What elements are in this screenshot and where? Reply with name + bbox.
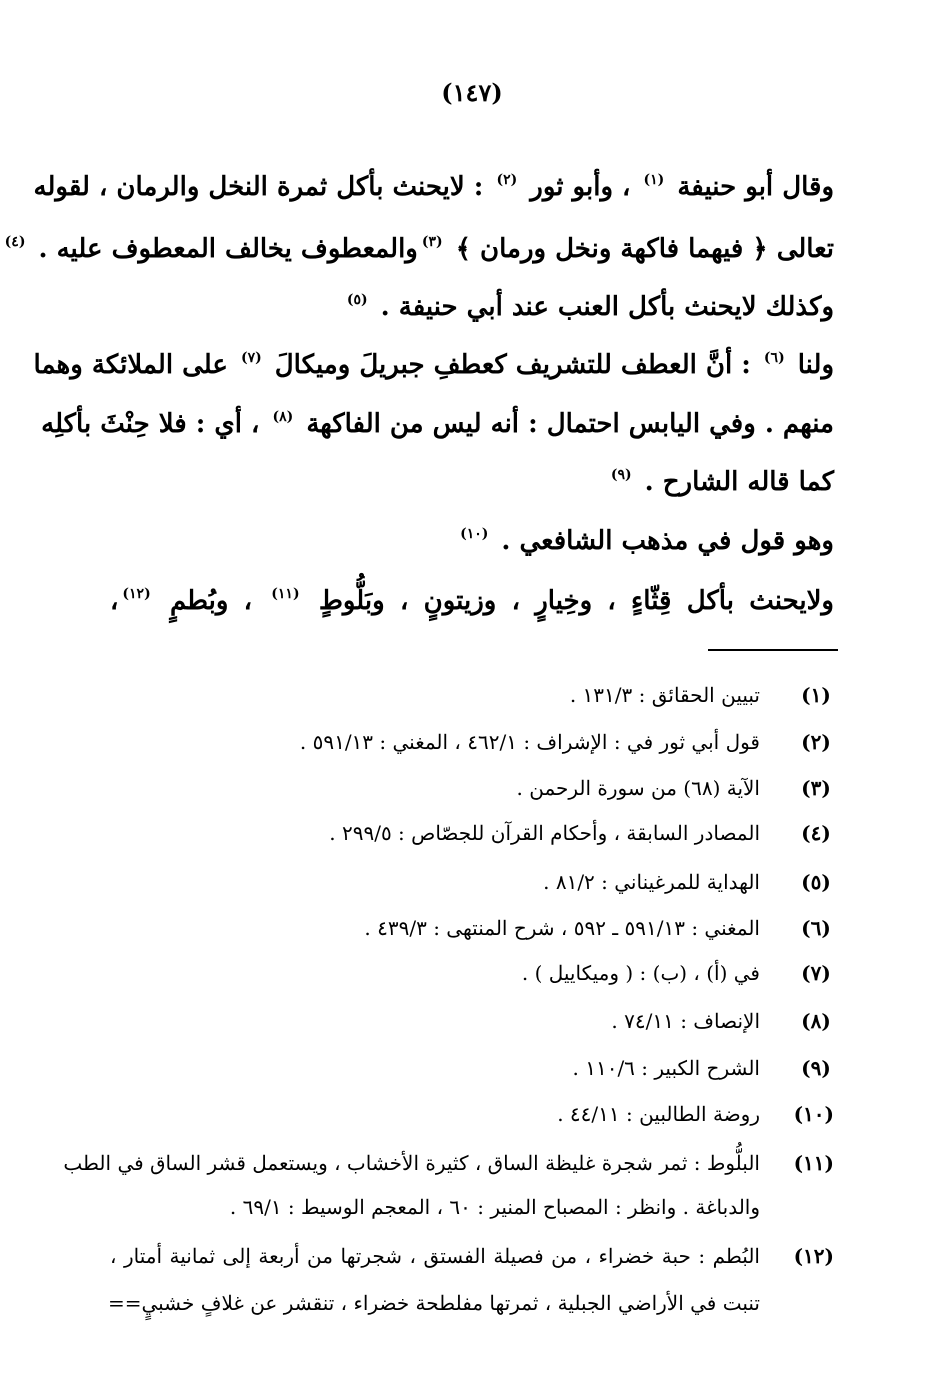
footnote-ref[interactable]: (٦) — [763, 350, 785, 366]
body-line-1: وقال أبو حنيفة $^{(١)}$ ، وأبو ثور $^{(٢)}$ : لايحنث بأكل ثمرة النخل والرمان ، لقوله — [33, 172, 834, 202]
footnote-text: قول أبي ثور في : الإشراف : ٤٦٢/١ ، المغني : ٥٩١/١٣ . — [299, 730, 760, 754]
footnote-number: (٦) — [801, 916, 831, 940]
footnote-text: الشرح الكبير : ١١٠/٦ . — [572, 1056, 760, 1080]
footnote-1 — [110, 675, 834, 715]
page-number: (١٤٧) — [441, 78, 503, 107]
footnote-5 — [110, 862, 834, 902]
footnote-ref[interactable]: (٢) — [496, 172, 518, 188]
footnote-2 — [110, 722, 834, 762]
footnote-ref[interactable]: (١١) — [271, 586, 300, 602]
footnote-number: (٤) — [801, 821, 831, 845]
footnote-9 — [110, 1048, 834, 1088]
footnote-number: (٢) — [801, 730, 831, 754]
footnote-text: في (أ) ، (ب) : ( وميكاييل ) . — [521, 961, 760, 985]
footnote-12-continuation: تنبت في الأراضي الجبلية ، ثمرتها مفلطحة خضراء ، تنقشر عن غلافٍ خشبيٍ== — [107, 1291, 760, 1315]
body-line-3: وكذلك لايحنث بأكل العنب عند أبي حنيفة . $^{(٥)}$ — [110, 272, 834, 328]
footnote-10 — [110, 1094, 834, 1134]
footnote-text: البلُّوط : ثمر شجرة غليظة الساق ، كثيرة الأخشاب ، ويستعمل قشر الساق في الطب — [63, 1151, 760, 1175]
footnote-ref[interactable]: (٨) — [272, 409, 294, 425]
body-line-5: منهم . وفي اليابس احتمال : أنه ليس من الفاكهة $^{(٨)}$ ، أي : فلا حِنْثَ بأكلِه — [41, 409, 834, 439]
footnote-text: الهداية للمرغيناني : ٨١/٢ . — [543, 870, 760, 894]
footnote-11 — [63, 1143, 834, 1183]
footnote-ref[interactable]: (٩) — [610, 467, 632, 483]
footnote-text: المصادر السابقة ، وأحكام القرآن للجصّاص : ٢٩٩/٥ . — [329, 821, 760, 845]
footnote-number: (٨) — [801, 1009, 831, 1033]
footnote-text: البُطم : حبة خضراء ، من فصيلة الفستق ، شجرتها من أربعة إلى ثمانية أمتار ، — [110, 1244, 760, 1268]
footnote-number: (٩) — [801, 1056, 831, 1080]
footnote-ref[interactable]: (١) — [643, 172, 665, 188]
footnote-number: (٥) — [801, 870, 831, 894]
quran-verse: ﴿ فيهما فاكهة ونخل ورمان ﴾ — [455, 234, 768, 264]
footnote-text: الآية (٦٨) من سورة الرحمن . — [516, 776, 760, 800]
footnote-ref[interactable]: (٤) — [4, 234, 26, 250]
footnote-4 — [110, 813, 834, 853]
footnote-number: (١١) — [793, 1151, 834, 1175]
footnote-separator — [708, 649, 838, 651]
footnote-number: (١) — [801, 683, 831, 707]
footnote-12 — [110, 1236, 834, 1276]
footnote-text: المغني : ٥٩١/١٣ ـ ٥٩٢ ، شرح المنتهى : ٤٣٩/٣ . — [364, 916, 760, 940]
footnote-ref[interactable]: (١٠) — [460, 526, 489, 542]
body-line-8: ولايحنث بأكل قِثّاءٍ ، وخِيارٍ ، وزيتونٍ ، وبَلُّوطٍ $^{(١١)}$ ، وبُطمٍ $^{(١٢)}$، — [110, 586, 834, 616]
body-line-6: كما قاله الشارح . $^{(٩)}$ — [110, 447, 834, 503]
body-line-4: ولنا $^{(٦)}$ : أنَّ العطف للتشريف كعطفِ جبريلَ وميكالَ $^{(٧)}$ على الملائكة وهما — [33, 350, 834, 380]
footnote-6 — [110, 908, 834, 948]
footnote-text: الإنصاف : ٧٤/١١ . — [611, 1009, 760, 1033]
footnote-3 — [110, 768, 834, 808]
body-line-7: وهو قول في مذهب الشافعي . $^{(١٠)}$ — [110, 506, 834, 562]
footnote-number: (٧) — [801, 961, 831, 985]
footnote-number: (١٠) — [793, 1102, 834, 1126]
body-line-2: تعالى ﴿ فيهما فاكهة ونخل ورمان ﴾ $^{(٣)}$والمعطوف يخالف المعطوف عليه . $^{(٤)}$ — [110, 214, 834, 270]
footnote-number: (٣) — [801, 776, 831, 800]
footnote-ref[interactable]: (٧) — [240, 350, 262, 366]
footnote-ref[interactable]: (٣) — [421, 234, 443, 250]
footnote-text: روضة الطالبين : ٤٤/١١ . — [557, 1102, 760, 1126]
footnote-text: تبيين الحقائق : ١٣١/٣ . — [569, 683, 760, 707]
footnote-number: (١٢) — [793, 1244, 834, 1268]
footnote-7 — [110, 953, 834, 993]
footnote-ref[interactable]: (١٢) — [122, 586, 151, 602]
footnote-11-continuation: والدباغة . وانظر : المصباح المنير : ٦٠ ، المعجم الوسيط : ٦٩/١ . — [229, 1195, 760, 1219]
footnote-ref[interactable]: (٥) — [346, 292, 368, 308]
footnote-8 — [110, 1001, 834, 1041]
